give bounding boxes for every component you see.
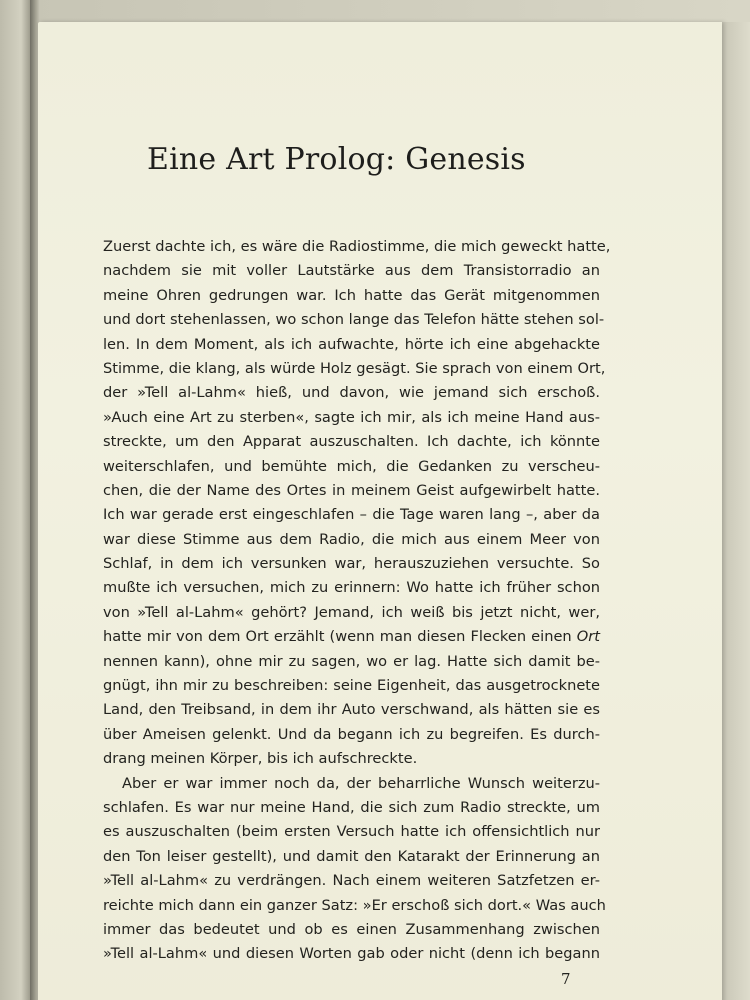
text-line: Schlaf, in dem ich versunken war, herauszuziehen versuchte. So (103, 555, 600, 573)
text-line: »Auch eine Art zu sterben«, sagte ich mir, als ich meine Hand aus- (103, 408, 600, 426)
text-line-with-emphasis (103, 625, 600, 649)
left-page-edge (0, 0, 30, 1000)
text-line: drang meinen Körper, bis ich aufschreckte. (103, 750, 418, 768)
text-line: chen, die der Name des Ortes in meinem Geist aufgewirbelt hatte. (103, 481, 600, 499)
paragraph-1 (103, 235, 611, 772)
text-line: den Ton leiser gestellt), und damit den Katarakt der Erinnerung an (103, 847, 600, 865)
text-line: der »Tell al-Lahm« hieß, und davon, wie jemand sich erschoß. (103, 384, 600, 402)
text-line: Stimme, die klang, als würde Holz gesägt. Sie sprach von einem Ort, (103, 359, 606, 377)
text-line: war diese Stimme aus dem Radio, die mich aus einem Meer von (103, 530, 600, 548)
text-line: »Tell al-Lahm« zu verdrängen. Nach einem weiteren Satzfetzen er- (103, 872, 600, 890)
text-line: Ich war gerade erst eingeschlafen – die Tage waren lang –, aber da (103, 506, 600, 524)
text-line: über Ameisen gelenkt. Und da begann ich zu begreifen. Es durch- (103, 725, 600, 743)
chapter-heading: Eine Art Prolog: Genesis (147, 142, 526, 177)
text-line: Land, den Treibsand, in dem ihr Auto verschwand, als hätten sie es (103, 701, 600, 719)
page-stack-edge (722, 22, 750, 1000)
text-line: und dort stehenlassen, wo schon lange das Telefon hätte stehen sol- (103, 311, 605, 329)
text-line: nennen kann), ohne mir zu sagen, wo er lag. Hatte sich damit be- (103, 652, 600, 670)
text-line: reichte mich dann ein ganzer Satz: »Er erschoß sich dort.« Was auch (103, 896, 606, 914)
paragraph-2 (103, 772, 606, 967)
text-line: gnügt, ihn mir zu beschreiben: seine Eigenheit, das ausgetrocknete (103, 677, 600, 695)
text-line: Zuerst dachte ich, es wäre die Radiostimme, die mich geweckt hatte, (103, 238, 611, 255)
text-line: meine Ohren gedrungen war. Ich hatte das Gerät mitgenommen (103, 286, 600, 304)
body-text (103, 235, 611, 967)
page-number: 7 (561, 970, 571, 988)
text-line: streckte, um den Apparat auszuschalten. Ich dachte, ich könnte (103, 433, 600, 451)
text-line: weiterschlafen, und bemühte mich, die Gedanken zu verscheu- (103, 457, 600, 475)
text-line: nachdem sie mit voller Lautstärke aus dem Transistorradio an (103, 262, 600, 280)
text-segment: hatte mir von dem Ort erzählt (wenn man diesen Flecken einen (103, 628, 577, 646)
text-line: »Tell al-Lahm« und diesen Worten gab oder nicht (denn ich begann (103, 945, 600, 963)
text-line: von »Tell al-Lahm« gehört? Jemand, ich weiß bis jetzt nicht, wer, (103, 603, 600, 621)
emphasized-word: Ort (576, 628, 600, 646)
text-line: es auszuschalten (beim ersten Versuch hatte ich offensichtlich nur (103, 823, 600, 841)
text-line: immer das bedeutet und ob es einen Zusammenhang zwischen (103, 920, 600, 938)
text-line: Aber er war immer noch da, der beharrliche Wunsch weiterzu- (122, 774, 600, 792)
text-line: schlafen. Es war nur meine Hand, die sich zum Radio streckte, um (103, 798, 600, 816)
text-line: len. In dem Moment, als ich aufwachte, hörte ich eine abgehackte (103, 335, 600, 353)
text-line: mußte ich versuchen, mich zu erinnern: Wo hatte ich früher schon (103, 579, 600, 597)
